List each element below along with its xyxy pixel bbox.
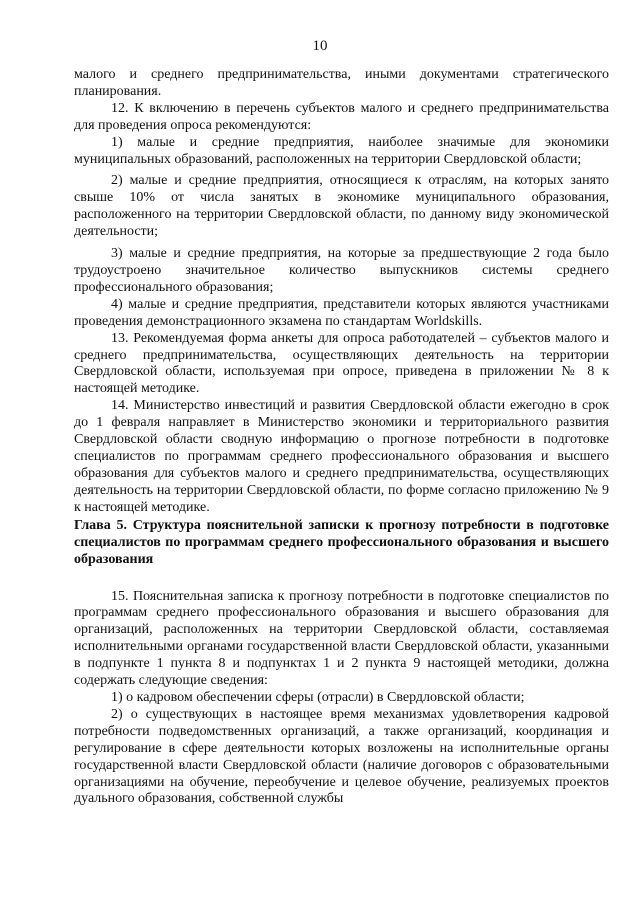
chapter-heading: Глава 5. Структура пояснительной записки к прогнозу потребности в подготовке специалистов по программам среднего профессионального образования и высшего образования: [74, 517, 609, 567]
paragraph-13: 13. Рекомендуемая форма анкеты для опроса работодателей – субъектов малого и среднего предпринимательства, осуществляющих деятельность на территории Свердловской области, используемая при опросе, приведена в приложении № 8 к настоящей методике.: [74, 330, 609, 397]
list-item-12-4: 4) малые и средние предприятия, представители которых являются участниками проведения демонстрационного экзамена по стандартам Worldskills.: [74, 296, 609, 329]
page-number: 10: [312, 38, 328, 54]
list-item-15-2: 2) о существующих в настоящее время механизмах удовлетворения кадровой потребности подведомственных организаций, а также организаций, координация и регулирование в сфере деятельности которых возложены на исполнительные органы государственной власти Свердловской области (наличие договоров с образовательными организациями на обучение, переобучение и целевое обучение, реализуемых проектов дуального образования, собственной службы: [74, 706, 609, 807]
paragraph-12: 12. К включению в перечень субъектов малого и среднего предпринимательства для проведения опроса рекомендуются:: [74, 100, 609, 133]
list-item-12-2: 2) малые и средние предприятия, относящиеся к отраслям, на которых занято свыше 10% от числа занятых в экономике муниципального образования, расположенного на территории Свердловской области, по данному виду экономической деятельности;: [74, 173, 609, 240]
list-item-15-1: 1) о кадровом обеспечении сферы (отрасли) в Свердловской области;: [111, 690, 525, 705]
paragraph-15: 15. Пояснительная записка к прогнозу потребности в подготовке специалистов по программам среднего профессионального образования и высшего образования для организаций, расположенных на территории Свердловской области, составляемая исполнительными органами государственной власти Свердловской области, указанными в подпункте 1 пункта 8 и подпунктах 1 и 2 пункта 9 настоящей методики, должна содержать следующие сведения:: [74, 588, 609, 689]
list-item-12-1: 1) малые и средние предприятия, наиболее значимые для экономики муниципальных образований, расположенных на территории Свердловской области;: [74, 134, 609, 167]
paragraph-continuation: малого и среднего предпринимательства, иными документами стратегического планирования.: [74, 67, 609, 99]
document-body: [74, 67, 609, 808]
paragraph-14: 14. Министерство инвестиций и развития Свердловской области ежегодно в срок до 1 февраля направляет в Министерство экономики и территориального развития Свердловской области сводную информацию о прогнозе потребности в подготовке специалистов по программам среднего профессионального образования и высшего образования для субъектов малого и среднего предпринимательства, осуществляющих деятельность на территории Свердловской области, по форме согласно приложению № 9 к настоящей методике.: [74, 398, 609, 515]
list-item-12-3: 3) малые и средние предприятия, на которые за предшествующие 2 года было трудоустроено значительное количество выпускников системы среднего профессионального образования;: [74, 246, 609, 295]
